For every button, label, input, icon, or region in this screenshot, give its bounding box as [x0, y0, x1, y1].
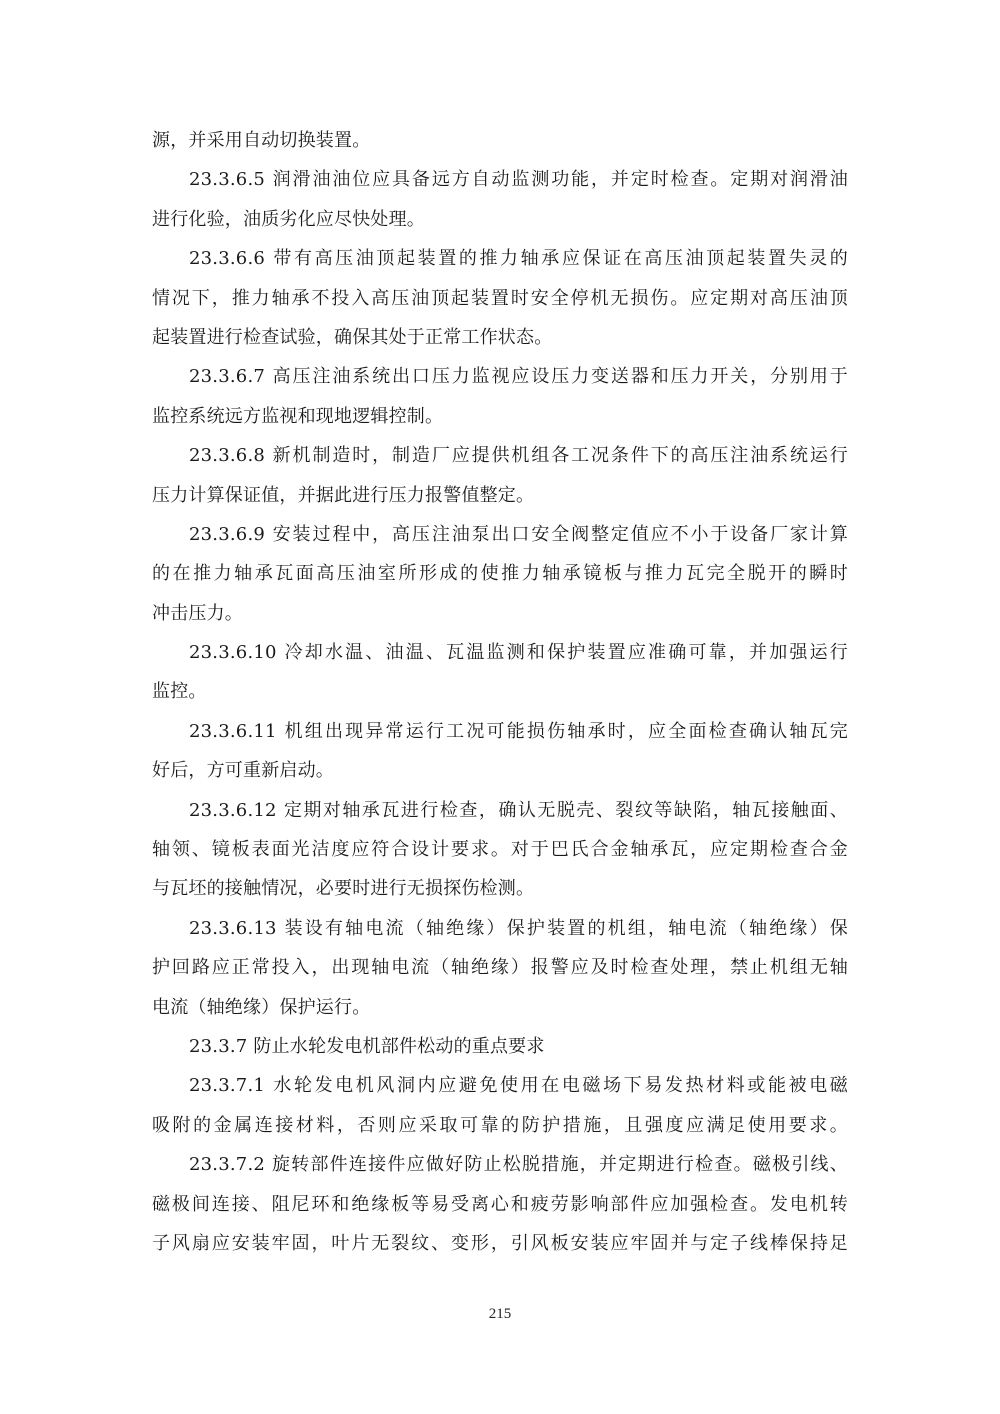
text-line: 与瓦坯的接触情况，必要时进行无损探伤检测。 — [152, 878, 535, 900]
text-line: 23.3.6.13 装设有轴电流（轴绝缘）保护装置的机组，轴电流（轴绝缘）保 — [189, 917, 848, 939]
text-line: 23.3.6.10 冷却水温、油温、瓦温监测和保护装置应准确可靠，并加强运行 — [189, 642, 848, 664]
text-line: 监控。 — [152, 681, 207, 703]
text-line: 23.3.6.5 润滑油油位应具备远方自动监测功能，并定时检查。定期对润滑油 — [189, 169, 848, 191]
text-line: 源，并采用自动切换装置。 — [152, 130, 371, 151]
text-line: 压力计算保证值，并据此进行压力报警值整定。 — [152, 484, 535, 506]
text-line: 情况下，推力轴承不投入高压油顶起装置时安全停机无损伤。应定期对高压油顶 — [152, 287, 848, 309]
text-line: 进行化验，油质劣化应尽快处理。 — [152, 208, 425, 230]
text-line: 起装置进行检查试验，确保其处于正常工作状态。 — [152, 326, 553, 348]
text-line: 23.3.6.12 定期对轴承瓦进行检查，确认无脱壳、裂纹等缺陷，轴瓦接触面、 — [189, 799, 848, 821]
text-line: 吸附的金属连接材料，否则应采取可靠的防护措施，且强度应满足使用要求。 — [152, 1114, 848, 1136]
text-line: 23.3.6.8 新机制造时，制造厂应提供机组各工况条件下的高压注油系统运行 — [189, 445, 848, 467]
text-line: 23.3.6.9 安装过程中，高压注油泵出口安全阀整定值应不小于设备厂家计算 — [189, 523, 848, 545]
page-number: 215 — [488, 1306, 512, 1322]
text-line: 监控系统远方监视和现地逻辑控制。 — [152, 405, 444, 427]
text-line: 磁极间连接、阻尼环和绝缘板等易受离心和疲劳影响部件应加强检查。发电机转 — [152, 1193, 848, 1215]
text-line: 电流（轴绝缘）保护运行。 — [152, 996, 371, 1018]
text-line: 23.3.6.6 带有高压油顶起装置的推力轴承应保证在高压油顶起装置失灵的 — [189, 248, 848, 270]
text-line: 护回路应正常投入，出现轴电流（轴绝缘）报警应及时检查处理，禁止机组无轴 — [152, 957, 848, 979]
text-line: 轴领、镜板表面光洁度应符合设计要求。对于巴氏合金轴承瓦，应定期检查合金 — [152, 839, 848, 861]
text-line: 23.3.7.2 旋转部件连接件应做好防止松脱措施，并定期进行检查。磁极引线、 — [189, 1154, 848, 1176]
body-text — [152, 121, 848, 1263]
text-line: 冲击压力。 — [152, 602, 243, 624]
text-line: 23.3.7 防止水轮发电机部件松动的重点要求 — [189, 1035, 545, 1057]
text-line: 好后，方可重新启动。 — [152, 760, 334, 782]
text-line: 的在推力轴承瓦面高压油室所形成的使推力轴承镜板与推力瓦完全脱开的瞬时 — [152, 563, 848, 585]
text-line: 子风扇应安装牢固，叶片无裂纹、变形，引风板安装应牢固并与定子线棒保持足 — [152, 1232, 848, 1254]
text-line: 23.3.7.1 水轮发电机风洞内应避免使用在电磁场下易发热材料或能被电磁 — [189, 1075, 848, 1097]
text-line: 23.3.6.7 高压注油系统出口压力监视应设压力变送器和压力开关，分别用于 — [189, 366, 848, 388]
text-line: 23.3.6.11 机组出现异常运行工况可能损伤轴承时，应全面检查确认轴瓦完 — [189, 720, 848, 742]
